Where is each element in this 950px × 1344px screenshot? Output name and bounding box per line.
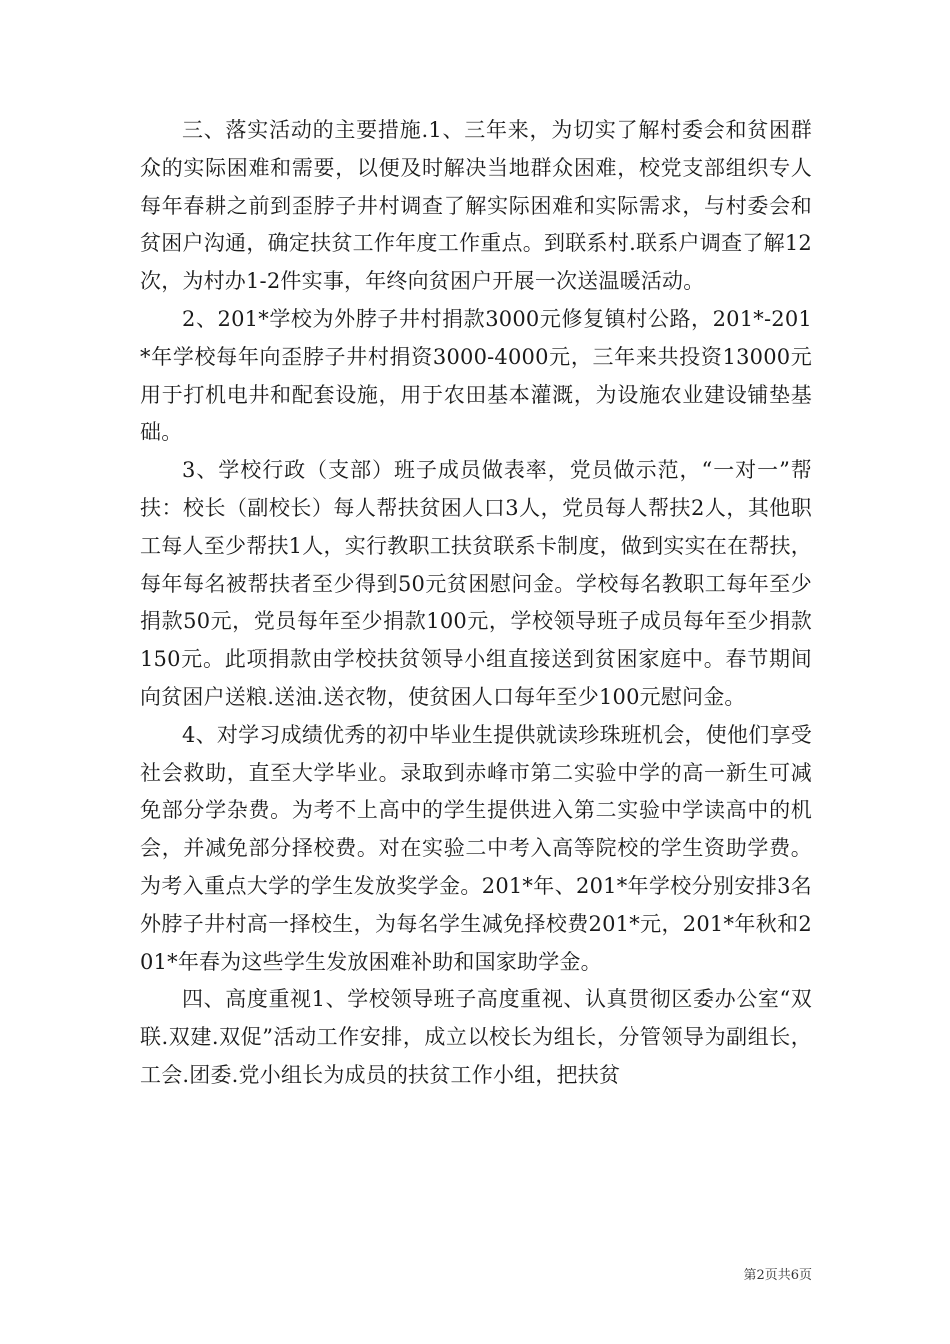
page-number: 第2页共6页 bbox=[743, 1268, 812, 1283]
document-body bbox=[140, 112, 812, 1095]
page-footer bbox=[600, 1264, 812, 1283]
paragraph-leadership: 四、高度重视1、学校领导班子高度重视、认真贯彻区委办公室“双联.双建.双促”活动工作安排，成立以校长为组长，分管领导为副组长，工会.团委.党小组长为成员的扶贫工作小组，把扶贫 bbox=[140, 987, 812, 1087]
paragraph-measures: 三、落实活动的主要措施.1、三年来，为切实了解村委会和贫困群众的实际困难和需要，以便及时解决当地群众困难，校党支部组织专人每年春耕之前到歪脖子井村调查了解实际困难和实际需求，与村委会和贫困户沟通，确定扶贫工作年度工作重点。到联系村.联系户调查了解12次，为村办1-2件实事，年终向贫困户开展一次送温暖活动。 bbox=[140, 118, 812, 294]
paragraph-education-aid: 4、对学习成绩优秀的初中毕业生提供就读珍珠班机会，使他们享受社会救助，直至大学毕业。录取到赤峰市第二实验中学的高一新生可减免部分学杂费。为考不上高中的学生提供进入第二实验中学读高中的机会，并减免部分择校费。对在实验二中考入高等院校的学生资助学费。为考入重点大学的学生发放奖学金。201*年、201*年学校分别安排3名外脖子井村高一择校生，为每名学生减免择校费201*元，201*年秋和201*年春为这些学生发放困难补助和国家助学金。 bbox=[140, 722, 812, 974]
paragraph-funding: 2、201*学校为外脖子井村捐款3000元修复镇村公路，201*-201*年学校每年向歪脖子井村捐资3000-4000元，三年来共投资13000元用于打机电井和配套设施，用于农田基本灌溉，为设施农业建设铺垫基础。 bbox=[140, 306, 812, 445]
paragraph-one-on-one-help: 3、学校行政（支部）班子成员做表率，党员做示范，“一对一”帮扶：校长（副校长）每人帮扶贫困人口3人，党员每人帮扶2人，其他职工每人至少帮扶1人，实行教职工扶贫联系卡制度，做到实实在在帮扶，每年每名被帮扶者至少得到50元贫困慰问金。学校每名教职工每年至少捐款50元，党员每年至少捐款100元，学校领导班子成员每年至少捐款150元。此项捐款由学校扶贫领导小组直接送到贫困家庭中。春节期间向贫困户送粮.送油.送衣物，使贫困人口每年至少100元慰问金。 bbox=[140, 458, 812, 709]
